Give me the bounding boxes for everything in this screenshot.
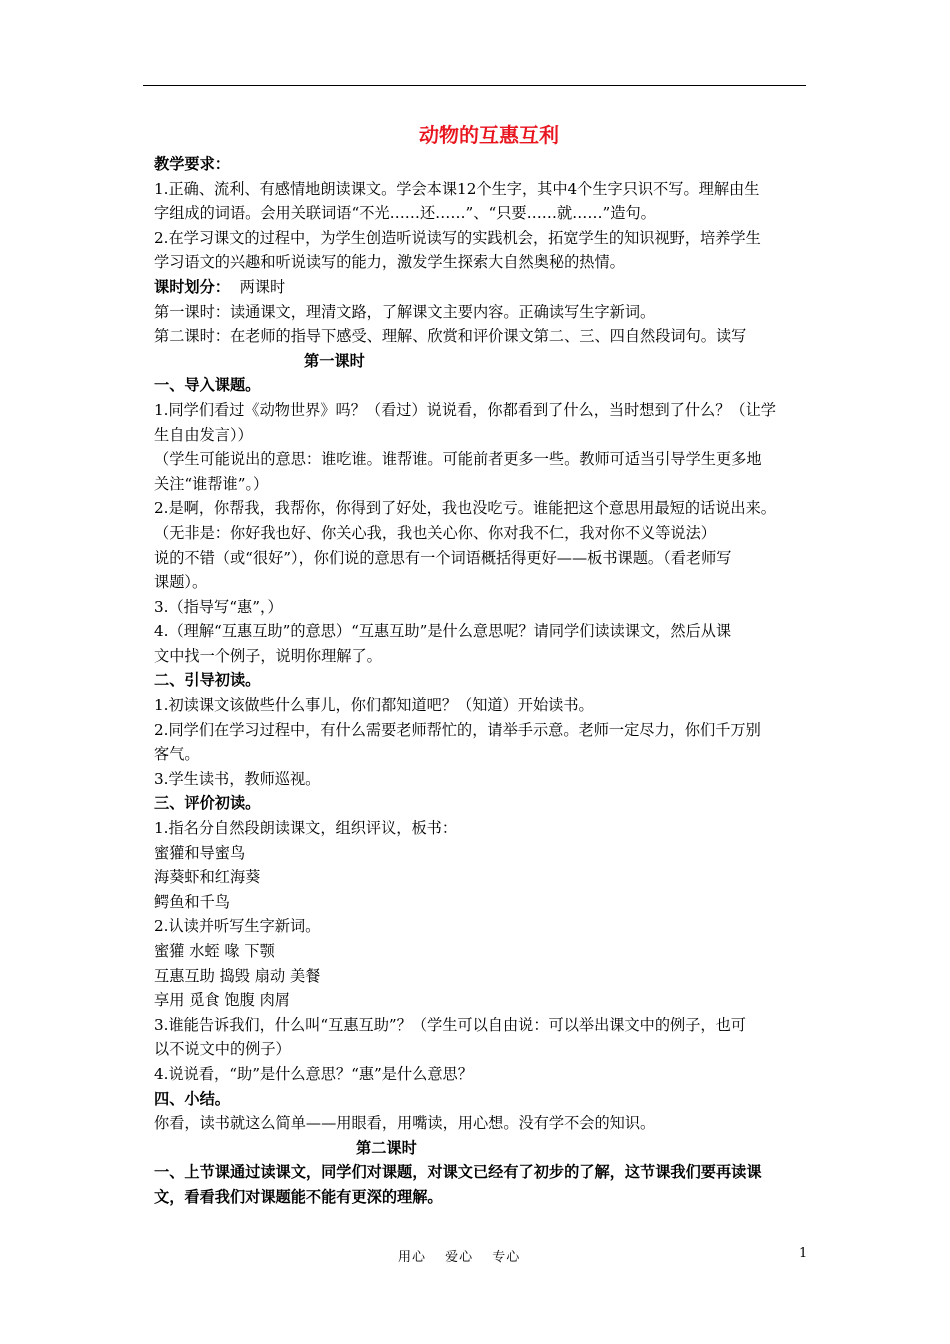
text-line [154, 447, 810, 472]
footer-motto: 用心 爱心 专心 [398, 1250, 521, 1265]
line-text: 课时划分： [154, 277, 230, 296]
text-line [154, 570, 810, 595]
line-text: 2.同学们在学习过程中，有什么需要老师帮忙的，请举手示意。老师一定尽力，你们千万别 [154, 720, 761, 739]
line-text: 1.指名分自然段朗读课文，组织评议，板书： [154, 819, 458, 838]
text-line [154, 521, 810, 546]
line-text: 一、导入课题。 [154, 376, 261, 395]
text-line [154, 693, 810, 718]
line-text: 第一课时 [304, 351, 365, 370]
text-line [154, 988, 810, 1013]
text-line [154, 177, 810, 202]
line-text: 1.初读课文该做些什么事儿，你们都知道吧？（知道）开始读书。 [154, 696, 594, 715]
line-text: 文中找一个例子，说明你理解了。 [154, 646, 382, 665]
document-lines [154, 152, 810, 1210]
line-text: 第二课时：在老师的指导下感受、理解、欣赏和评价课文第二、三、四自然段词句。读写 [154, 327, 747, 346]
text-line [154, 668, 810, 693]
text-line [154, 275, 810, 300]
line-text: 3.学生读书，教师巡视。 [154, 769, 321, 788]
text-line [154, 1087, 810, 1112]
line-text: 说的不错（或“很好”），你们说的意思有一个词语概括得更好——板书课题。（看老师写 [154, 548, 732, 567]
text-line [154, 373, 810, 398]
line-text: 享用 觅食 饱腹 肉屑 [154, 991, 290, 1010]
text-line [154, 201, 810, 226]
line-text: 第二课时 [356, 1138, 417, 1157]
text-line [154, 496, 810, 521]
line-text: 4.说说看，“助”是什么意思？“惠”是什么意思？ [154, 1064, 473, 1083]
line-text: 客气。 [154, 745, 200, 764]
text-line [154, 349, 810, 374]
text-line [154, 546, 810, 571]
text-line [154, 1037, 810, 1062]
text-line [154, 816, 810, 841]
line-text: 1.正确、流利、有感情地朗读课文。学会本课12个生字，其中4个生字只识不写。理解由生 [154, 179, 760, 198]
text-line [154, 939, 810, 964]
line-text: （学生可能说出的意思：谁吃谁。谁帮谁。可能前者更多一些。教师可适当引导学生更多地 [154, 450, 762, 469]
text-line [154, 1136, 810, 1161]
line-text: 第一课时：读通课文，理清文路，了解课文主要内容。正确读写生字新词。 [154, 302, 656, 321]
text-line [154, 324, 810, 349]
text-line [154, 595, 810, 620]
text-line [154, 619, 810, 644]
text-line [154, 742, 810, 767]
text-line [154, 472, 810, 497]
line-suffix: 两课时 [229, 277, 286, 296]
document-title: 动物的互惠互利 [419, 123, 559, 147]
line-text: 蜜獾 水蛭 喙 下颚 [154, 942, 275, 960]
text-line [154, 398, 810, 423]
header-rule [143, 85, 806, 86]
text-line [154, 1013, 810, 1038]
line-text: 关注“谁帮谁”。） [154, 474, 269, 493]
text-line [154, 890, 810, 915]
line-text: 生自由发言）） [154, 425, 253, 444]
text-line [154, 865, 810, 890]
line-text: 1.同学们看过《动物世界》吗？（看过）说说看，你都看到了什么，当时想到了什么？（让学 [154, 400, 776, 419]
line-text: 你看，读书就这么简单——用眼看，用嘴读，用心想。没有学不会的知识。 [154, 1114, 656, 1133]
text-line [154, 841, 810, 866]
text-line [154, 250, 810, 275]
line-text: 四、小结。 [154, 1089, 230, 1108]
text-line [154, 644, 810, 669]
text-line [154, 791, 810, 816]
text-line [154, 1111, 810, 1136]
line-text: 3.谁能告诉我们，什么叫“互惠互助”？（学生可以自由说：可以举出课文中的例子，也可 [154, 1015, 746, 1034]
line-text: 3.（指导写“惠”，） [154, 597, 283, 616]
text-line [154, 914, 810, 939]
text-line [154, 964, 810, 989]
line-text: 文，看看我们对课题能不能有更深的理解。 [154, 1187, 443, 1206]
line-text: 4.（理解“互惠互助”的意思）“互惠互助”是什么意思呢？请同学们读读课文，然后从课 [154, 622, 732, 641]
line-text: 蜜獾和导蜜鸟 [154, 843, 246, 862]
text-line [154, 1160, 810, 1185]
line-text: （无非是：你好我也好、你关心我，我也关心你、你对我不仁，我对你不义等说法） [154, 523, 716, 542]
text-line [154, 226, 810, 251]
line-text: 一、上节课通过读课文，同学们对课题，对课文已经有了初步的了解，这节课我们要再读课 [154, 1163, 762, 1182]
text-line [154, 718, 810, 743]
line-text: 二、引导初读。 [154, 671, 261, 690]
line-text: 课题）。 [154, 573, 208, 592]
line-text: 互惠互助 捣毁 扇动 美餐 [154, 966, 321, 985]
line-text: 2.在学习课文的过程中，为学生创造听说读写的实践机会，拓宽学生的知识视野，培养学生 [154, 228, 761, 247]
line-text: 鳄鱼和千鸟 [154, 892, 230, 911]
line-text: 2.是啊，你帮我，我帮你，你得到了好处，我也没吃亏。谁能把这个意思用最短的话说出来。 [154, 499, 776, 518]
line-text: 学习语文的兴趣和听说读写的能力，激发学生探索大自然奥秘的热情。 [154, 253, 625, 272]
text-line [154, 300, 810, 325]
text-line [154, 767, 810, 792]
line-text: 字组成的词语。会用关联词语“不光……还……”、“只要……就……”造句。 [154, 204, 656, 223]
document-body [154, 118, 810, 1210]
line-text: 教学要求： [154, 155, 230, 173]
line-text: 海葵虾和红海葵 [154, 868, 261, 887]
line-text: 三、评价初读。 [154, 794, 261, 813]
line-text: 以不说文中的例子） [154, 1040, 291, 1059]
page-number: 1 [799, 1246, 808, 1261]
text-line [154, 1062, 810, 1087]
line-text: 2.认读并听写生字新词。 [154, 917, 321, 936]
text-line [154, 152, 810, 177]
text-line [154, 423, 810, 448]
text-line [154, 1185, 810, 1210]
